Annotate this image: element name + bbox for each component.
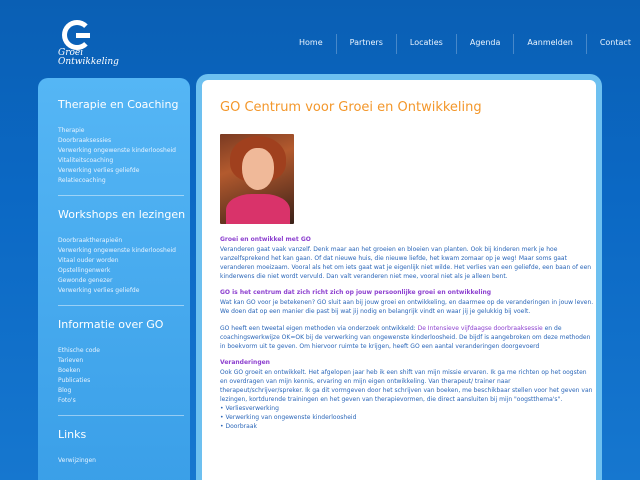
sidebar xyxy=(38,78,190,480)
bullet-item: • Verliesverwerking xyxy=(220,405,279,412)
section-text: Veranderen gaat vaak vanzelf. Denk maar aan het groeien en bloeien van planten. Ook bij kinderen merk je hoe vanzelfsprekend het kan gaan. Of dat nieuwe huis, die nieuwe liefde, het kwam zomaar op je weg! Maar soms gaat veranderen moeizaam. Vooral als het om iets gaat wat je eigenlijk niet wilde. Het verlies van een geliefde, een baan of een kinderwens die niet wordt vervuld. Dan valt veranderen niet mee, vooral niet als je alleen bent. xyxy=(220,246,592,280)
sidebar-section-workshops xyxy=(58,208,190,296)
sidebar-link[interactable]: Gewonde genezer xyxy=(58,277,113,284)
sidebar-divider xyxy=(58,195,184,196)
sidebar-heading: Links xyxy=(58,428,87,441)
sidebar-link[interactable]: Doorbraaksessies xyxy=(58,137,112,144)
sidebar-link[interactable]: Verwerking verlies geliefde xyxy=(58,167,140,174)
section-heading: Veranderingen xyxy=(220,359,270,366)
sidebar-link[interactable]: Therapie xyxy=(58,127,85,134)
sidebar-heading: Informatie over GO xyxy=(58,318,164,331)
sidebar-link[interactable]: Verwijzingen xyxy=(58,457,96,464)
sidebar-link[interactable]: Opstellingenwerk xyxy=(58,267,111,274)
logo-text-groei: Groei xyxy=(58,48,84,58)
sidebar-heading: Workshops en lezingen xyxy=(58,208,186,221)
nav-contact[interactable]: Contact xyxy=(586,34,640,54)
logo-text-ontwikkeling: Ontwikkeling xyxy=(58,57,119,67)
nav-partners[interactable]: Partners xyxy=(336,34,396,54)
bullet-item: • Doorbraak xyxy=(220,423,257,430)
section-heading: Groei en ontwikkel met GO xyxy=(220,236,311,243)
sidebar-divider xyxy=(58,305,184,306)
sidebar-link[interactable]: Vitaal ouder worden xyxy=(58,257,119,264)
nav-home[interactable]: Home xyxy=(299,38,323,47)
sidebar-link[interactable]: Ethische code xyxy=(58,347,100,354)
sidebar-section-therapie xyxy=(58,98,190,186)
page-title: GO Centrum voor Groei en Ontwikkeling xyxy=(220,100,482,115)
site-header xyxy=(0,0,640,78)
sidebar-link[interactable]: Blog xyxy=(58,387,72,394)
sidebar-link[interactable]: Tarieven xyxy=(58,357,84,364)
nav-locaties[interactable]: Locaties xyxy=(396,34,456,54)
photo-body xyxy=(226,194,290,224)
main-content xyxy=(196,74,602,480)
sidebar-link[interactable]: Verwerking verlies geliefde xyxy=(58,287,140,294)
go-logo[interactable] xyxy=(54,20,119,67)
nav-agenda[interactable]: Agenda xyxy=(456,34,514,54)
sidebar-link[interactable]: Boeken xyxy=(58,367,81,374)
sidebar-section-informatie xyxy=(58,318,190,406)
portrait-photo xyxy=(220,134,294,224)
methods-text: GO heeft een tweetal eigen methoden via onderzoek ontwikkeld: xyxy=(220,325,418,332)
logo-g-bar xyxy=(76,33,90,38)
sidebar-link[interactable]: Doorbraaktherapieën xyxy=(58,237,123,244)
section-heading: GO is het centrum dat zich richt zich op jouw persoonlijke groei en ontwikkeling xyxy=(220,289,492,296)
methods-text: en de coachingswerkwijze OK=OK bij de verwerking van ongewenste kinderloosheid. De bijdf is aangebroken om deze methoden in boekvorm uit te geven. Om hiervoor ruimte te krijgen, heeft GO een aantal veranderingen doorgevoerd xyxy=(220,325,591,350)
sidebar-heading: Therapie en Coaching xyxy=(58,98,179,111)
sidebar-divider xyxy=(58,415,184,416)
photo-face xyxy=(242,148,274,190)
sidebar-link[interactable]: Publicaties xyxy=(58,377,91,384)
sidebar-link[interactable]: Verwerking ongewenste kinderloosheid xyxy=(58,147,176,154)
nav-aanmelden[interactable]: Aanmelden xyxy=(513,34,585,54)
sidebar-link[interactable]: Verwerking ongewenste kinderloosheid xyxy=(58,247,176,254)
main-nav xyxy=(286,34,640,54)
sidebar-section-links xyxy=(58,428,190,466)
bullet-item: • Verwerking van ongewenste kinderloosheid xyxy=(220,414,357,421)
doorbraaksessie-link[interactable]: De Intensieve vijfdaagse doorbraaksessie xyxy=(417,325,543,332)
section-text-methods xyxy=(220,324,594,351)
sidebar-link[interactable]: Vitaliteitscoaching xyxy=(58,157,114,164)
section-text: Ook GO groeit en ontwikkelt. Het afgelopen jaar heb ik een shift van mijn missie ervaren. Ik ga me richten op het oogsten en overdragen van mijn kennis, ervaring en mijn eigen ontwikkeling. Van therapeut/ trainer naar therapeut/schrijver/spreker. Ik ga dit vormgeven door het schrijven van boeken, me beschikbaar stellen voor het geven van lezingen, kortdurende trainingen en het geven van therapievormen, die direct aansluiten bij mijn "oogstthema's". xyxy=(220,369,593,403)
section-text: Wat kan GO voor je betekenen? GO sluit aan bij jouw groei en ontwikkeling, en daarmee op de veranderingen in jouw leven. We doen dat op een manier die past bij wat jij nodig en belangrijk vindt en waar jij je gelukkig bij voelt. xyxy=(220,299,594,315)
sidebar-link[interactable]: Foto's xyxy=(58,397,76,404)
sidebar-link[interactable]: Relatiecoaching xyxy=(58,177,106,184)
